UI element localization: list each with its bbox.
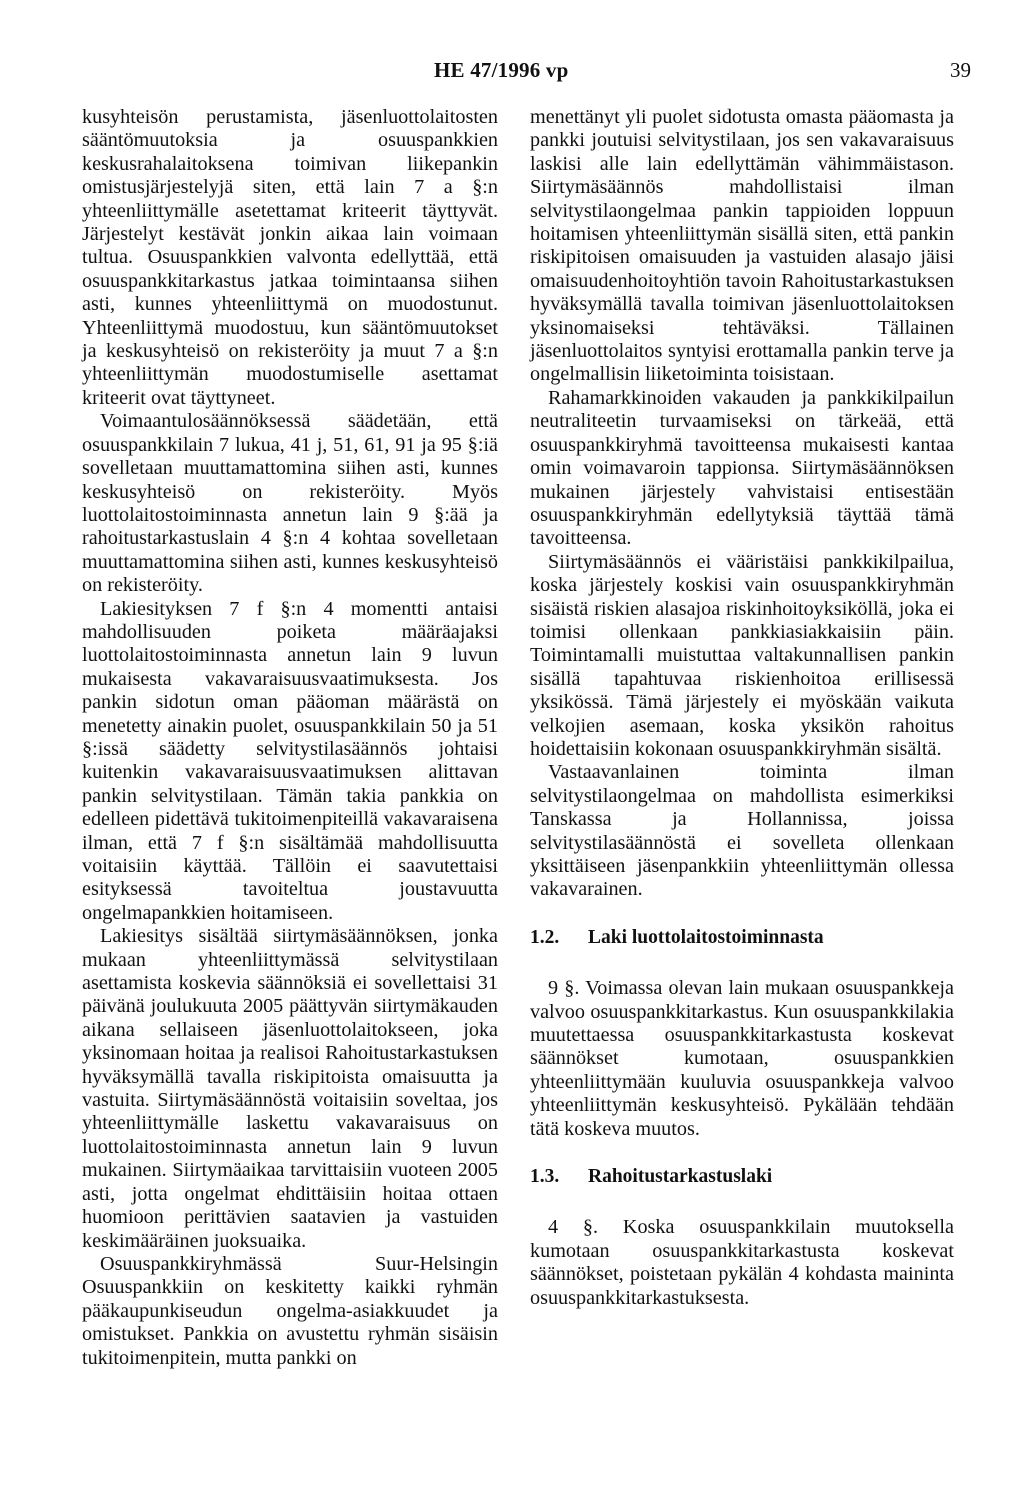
paragraph: Vastaavanlainen toiminta ilman selvitystilaongelmaa on mahdollista esimerkiksi Tanskassa ja Hollannissa, joissa selvitystilasäännöstä ei sovelleta ollenkaan yksittäiseen jäsenpankkiin yhteenliittymän ollessa vakavarainen.: [530, 761, 954, 901]
section-title: Laki luottolaitostoiminnasta: [588, 926, 824, 948]
paragraph: 4 §. Koska osuuspankkilain muutoksella kumotaan osuuspankkitarkastusta koskevat säännökset, poistetaan pykälän 4 kohdasta maininta osuuspankkitarkastuksesta.: [530, 1216, 954, 1309]
page-number: 39: [950, 58, 971, 82]
paragraph: Siirtymäsäännös ei vääristäisi pankkikilpailua, koska järjestely koskisi vain osuuspankkiryhmän sisäistä riskien alasajoa riskinhoitoyksiköllä, joka ei toimisi ollenkaan pankkiasiakkaisiin päin. Toimintamalli muistuttaa valtakunnallisen pankin sisällä tapahtuvaa riskienhoitoa erillisessä yksikössä. Tämä järjestely ei myöskään vaikuta velkojien asemaan, koska yksikön rahoitus hoidettaisiin kokonaan osuuspankkiryhmän sisältä.: [530, 550, 954, 760]
right-column: [530, 106, 954, 1310]
paragraph: Osuuspankkiryhmässä Suur-Helsingin Osuuspankkiin on keskitetty kaikki ryhmän pääkaupunkiseudun ongelma-asiakkuudet ja omistukset. Pankkia on avustettu ryhmän sisäisin tukitoimenpitein, mutta pankki on: [82, 1252, 498, 1369]
paragraph: 9 §. Voimassa olevan lain mukaan osuuspankkeja valvoo osuuspankkitarkastus. Kun osuuspankkilakia muutettaessa osuuspankkitarkastusta koskevat säännökset kumotaan, osuuspankkien yhteenliittymään kuuluvia osuuspankkeja valvoo yhteenliittymän keskusyhteisö. Pykälään tehdään tätä koskeva muutos.: [530, 977, 954, 1140]
running-head: HE 47/1996 vp: [434, 58, 569, 82]
paragraph: Rahamarkkinoiden vakauden ja pankkikilpailun neutraliteetin turvaamiseksi on tärkeää, että osuuspankkiryhmä tavoitteensa mukaisesti kantaa omin voimavaroin tappionsa. Siirtymäsäännöksen mukainen järjestely vahvistaisi entisestään osuuspankkiryhmän edellytyksiä täyttää tämä tavoitteensa.: [530, 386, 954, 550]
paragraph: Voimaantulosäännöksessä säädetään, että osuuspankkilain 7 lukua, 41 j, 51, 61, 91 ja 95 §:iä sovelletaan muuttamattomina siihen asti, kunnes keskusyhteisö on rekisteröity. Myös luottolaitostoiminnasta annetun lain 9 §:ää ja rahoitustarkastuslain 4 §:n 4 kohtaa sovelletaan muuttamattomina siihen asti, kunnes keskusyhteisö on rekisteröity.: [82, 410, 498, 597]
paragraph: kusyhteisön perustamista, jäsenluottolaitosten sääntömuutoksia ja osuuspankkien keskusrahalaitoksena toimivan liikepankin omistusjärjestelyjä siten, että lain 7 a §:n yhteenliittymälle asetettamat kriteerit täyttyvät. Järjestelyt kestävät jonkin aikaa lain voimaan tultua. Osuuspankkien valvonta edellyttää, että osuuspankkitarkastus jatkaa toimintaansa siihen asti, kunnes yhteenliittymä on muodostunut. Yhteenliittymä muodostuu, kun sääntömuutokset ja keskusyhteisö on rekisteröity ja muut 7 a §:n yhteenliittymän muodostumiselle asettamat kriteerit ovat täyttyneet.: [82, 106, 498, 409]
paragraph: Lakiesitys sisältää siirtymäsäännöksen, jonka mukaan yhteenliittymässä selvitystilaan asettamista koskevia säännöksiä ei sovellettaisi 31 päivänä joulukuuta 2005 päättyvän siirtymäkauden aikana sellaiseen jäsenluottolaitokseen, joka yksinomaan hoitaa ja realisoi Rahoitustarkastuksen hyväksymällä tavalla riskipitoista omaisuutta ja vastuita. Siirtymäsäännöstä voitaisiin soveltaa, jos yhteenliittymälle laskettu vakavaraisuus on luottolaitostoiminnasta annetun lain 9 luvun mukainen. Siirtymäaikaa tarvittaisiin vuoteen 2005 asti, jotta ongelmat ehdittäisiin hoitaa ottaen huomioon perittävien saatavien ja vastuiden keskimääräinen juoksuaika.: [82, 925, 498, 1252]
section-number: 1.3.: [530, 1166, 560, 1188]
page-header: [0, 58, 1024, 88]
section-heading: [530, 1165, 954, 1188]
section-heading: [530, 926, 954, 949]
left-column: [82, 106, 498, 1370]
paragraph: Lakiesityksen 7 f §:n 4 momentti antaisi mahdollisuuden poiketa määräajaksi luottolaitostoiminnasta annetun lain 9 luvun mukaisesta vakavaraisuusvaatimuksesta. Jos pankin sidotun oman pääoman määrästä on menetetty ainakin puolet, osuuspankkilain 50 ja 51 §:issä säädetty selvitystilasäännös johtaisi kuitenkin vakavaraisuusvaatimuksen alittavan pankin selvitystilaan. Tämän takia pankkia on edelleen pidettävä tukitoimenpiteillä vakavaraisena ilman, että 7 f §:n sisältämää mahdollisuutta voitaisiin käyttää. Tällöin ei saavutettaisi esityksessä tavoiteltua joustavuutta ongelmapankkien hoitamiseen.: [82, 597, 498, 924]
section-number: 1.2.: [530, 926, 560, 948]
paragraph: menettänyt yli puolet sidotusta omasta pääomasta ja pankki joutuisi selvitystilaan, jos sen vakavaraisuus laskisi alle lain edellyttämän vähimmäistason. Siirtymäsäännös mahdollistaisi ilman selvitystilaongelmaa pankin tappioiden loppuun hoitamisen yhteenliittymän sisällä siten, että pankin riskipitoisen omaisuuden ja vastuiden alasajo jäisi omaisuudenhoitoyhtiön tavoin Rahoitustarkastuksen hyväksymällä tavalla toimivan jäsenluottolaitoksen yksinomaiseksi tehtäväksi. Tällainen jäsenluottolaitos syntyisi erottamalla pankin terve ja ongelmallisin liiketoiminta toisistaan.: [530, 106, 954, 386]
section-title: Rahoitustarkastuslaki: [588, 1166, 773, 1188]
